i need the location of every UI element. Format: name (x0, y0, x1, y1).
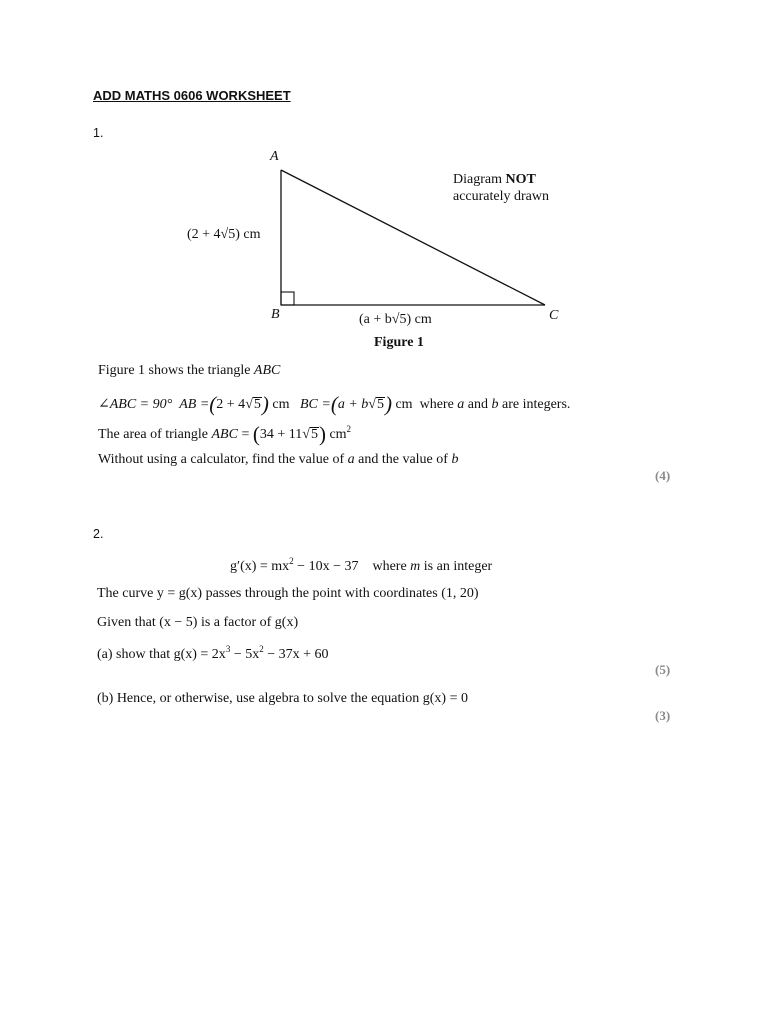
and-word: and (467, 397, 488, 412)
area-unit: cm (329, 427, 347, 442)
diagram-note-prefix: Diagram (453, 172, 506, 187)
curve-point: (1, 20) (441, 586, 479, 601)
factor-middle: is a factor of g(x) (197, 615, 299, 630)
part-a-mid: − 5x (230, 647, 260, 662)
factor-expr: (x − 5) (159, 615, 198, 630)
part-a-prefix: (a) show that g(x) = 2x (97, 647, 226, 662)
side-bc-label: (a + b√5) cm (359, 312, 432, 327)
q2-part-b: (b) Hence, or otherwise, use algebra to solve the equation g(x) = 0 (97, 691, 468, 706)
bc-lhs: BC = (299, 397, 331, 412)
q2-given (230, 556, 492, 575)
q2-part-a (97, 644, 329, 663)
q1-line4-middle: and the value of (354, 452, 452, 467)
part-a-power3: 3 (225, 644, 231, 654)
part-a-power2: 2 (259, 644, 264, 654)
q2-curve (97, 586, 479, 602)
q1-line4-var-b: b (451, 452, 459, 467)
factor-prefix: Given that (97, 615, 160, 630)
ab-unit: cm (272, 397, 290, 412)
q1-triangle-name: ABC (253, 363, 281, 378)
part-b-marks: (3) (655, 708, 671, 723)
worksheet-title: ADD MATHS 0606 WORKSHEET (93, 88, 291, 103)
q1-line4-var-a: a (347, 452, 355, 467)
part-a-suffix: − 37x + 60 (263, 647, 329, 662)
curve-middle: passes through the point with coordinates (202, 586, 442, 601)
are-integers: are integers. (502, 397, 571, 412)
var-a: a (457, 397, 465, 412)
where-prefix: where (372, 559, 411, 574)
curve-prefix: The curve (97, 586, 157, 601)
diagram-note-line1 (453, 172, 536, 188)
area-triangle-name: ABC (211, 427, 238, 442)
var-b: b (491, 397, 499, 412)
area-prefix: The area of triangle (98, 427, 212, 442)
q1-line4-prefix: Without using a calculator, find the value of (98, 452, 348, 467)
vertex-b-label: B (271, 307, 280, 322)
where-word: where (419, 397, 454, 412)
question-1-number: 1. (93, 126, 104, 140)
q1-marks: (4) (655, 468, 671, 483)
q1-line3: The area of triangle ABC = (34 + 11√5) $cm^2$ (98, 422, 352, 446)
bc-unit: cm (395, 397, 413, 412)
area-eq: = (237, 427, 253, 442)
curve-equation: y = g(x) (156, 586, 203, 601)
bc-radicand: 5 (376, 397, 384, 412)
area-radicand: 5 (310, 427, 318, 442)
ab-radicand: 5 (253, 397, 261, 412)
gprime-lhs: g′(x) = mx (230, 559, 290, 574)
q1-line1 (98, 363, 280, 379)
q1-line4 (98, 452, 458, 468)
q1-line2: ∠ABC = 90° AB =(2 + 4√5) cm BC =(a + b√5) cm where a and b are integers. (98, 392, 571, 416)
part-a-marks: (5) (655, 662, 671, 677)
bc-inner: a + b (337, 397, 369, 412)
vertex-a-label: A (270, 149, 279, 164)
ab-lhs: AB = (179, 397, 210, 412)
diagram-note-line2: accurately drawn (453, 189, 549, 204)
question-2-number: 2. (93, 527, 104, 541)
q1-line1-text: Figure 1 shows the triangle (98, 363, 254, 378)
angle-abc: ∠ABC = 90° (98, 397, 173, 412)
side-ab-label: (2 + 4√5) cm (187, 227, 261, 242)
area-power: 2 (346, 424, 352, 434)
vertex-c-label: C (549, 308, 559, 323)
gprime-power: 2 (289, 556, 294, 566)
ab-inner: 2 + 4 (216, 397, 246, 412)
area-inner: 34 + 11 (259, 427, 303, 442)
right-angle-marker (281, 292, 294, 305)
diagram-note-bold: NOT (505, 172, 536, 187)
figure-caption: Figure 1 (374, 335, 424, 350)
var-m: m (410, 559, 421, 574)
where-suffix: is an integer (420, 559, 493, 574)
gprime-rhs: − 10x − 37 (293, 559, 359, 574)
q2-factor (97, 615, 298, 631)
